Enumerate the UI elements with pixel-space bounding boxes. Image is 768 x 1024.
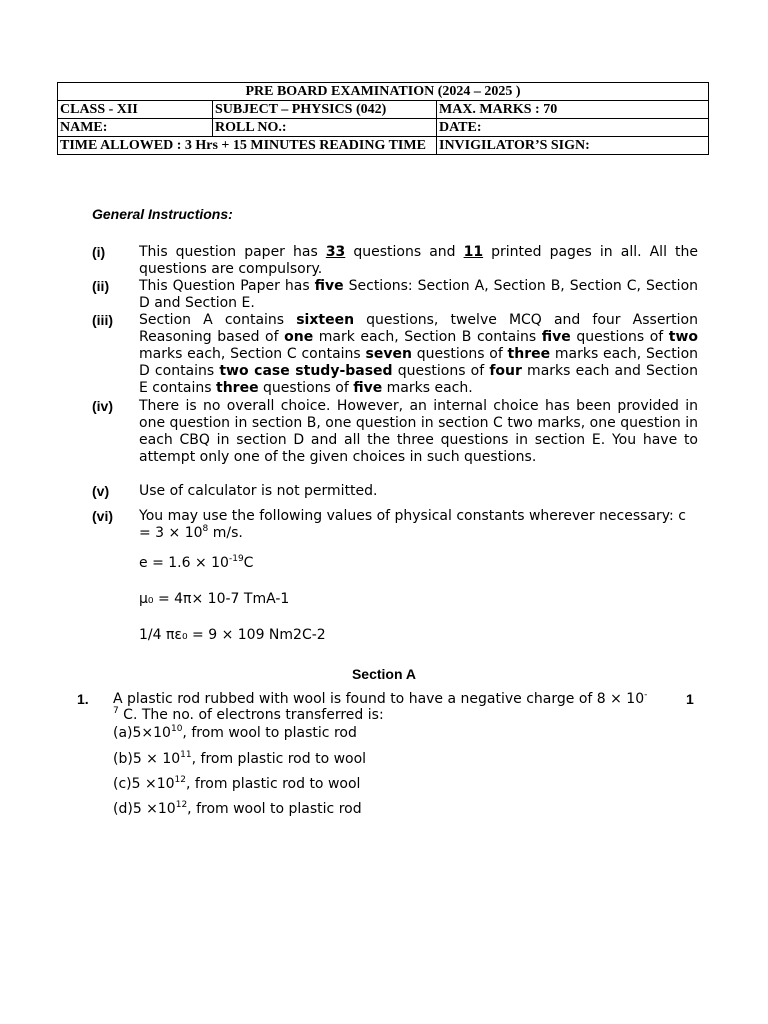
instruction-text: This Question Paper has five Sections: Section A, Section B, Section C, Section D and Section E.	[139, 278, 699, 311]
instruction-number: (iv)	[92, 398, 113, 414]
question-text: A plastic rod rubbed with wool is found to have a negative charge of $8 \times 10^{-7}$ C. The no. of electrons transferred is:	[113, 690, 648, 723]
name-cell: NAME:	[58, 119, 213, 137]
instruction-number: (i)	[92, 244, 106, 260]
section-title: Section A	[351, 666, 417, 682]
general-instructions-heading: General Instructions:	[92, 206, 233, 222]
instruction-item	[92, 278, 698, 312]
instruction-item	[92, 244, 698, 278]
roll-no-cell: ROLL NO.:	[213, 119, 437, 137]
exam-title: PRE BOARD EXAMINATION (2024 – 2025 )	[58, 83, 709, 101]
max-marks-cell: MAX. MARKS : 70	[437, 101, 709, 119]
electron-charge-constant: $e = 1.6 \times 10^{-19}C$	[139, 554, 254, 571]
date-cell: DATE:	[437, 119, 709, 137]
exam-header-table	[57, 82, 709, 155]
class-cell: CLASS - XII	[58, 101, 213, 119]
question-marks: 1	[686, 691, 694, 707]
instruction-text: Use of calculator is not permitted.	[139, 483, 378, 499]
option-a: $(a)5\times 10^{10}$, from wool to plastic rod	[113, 724, 357, 741]
subject-cell: SUBJECT – PHYSICS (042)	[213, 101, 437, 119]
option-b: $(b)5 \times 10^{11}$, from plastic rod to wool	[113, 750, 367, 767]
option-c: $(c)5 \times 10^{12}$, from plastic rod to wool	[113, 775, 361, 792]
instruction-text: Section A contains sixteen questions, twelve MCQ and four Assertion Reasoning based of one mark each, Section B contains five questions of two marks each, Section C contains seven questions of three marks each, Section D contains two case study-based questions of four marks each and Section E contains three questions of five marks each.	[139, 312, 699, 396]
instruction-number: (v)	[92, 483, 110, 499]
instruction-text: You may use the following values of physical constants wherever necessary: $c = 3 \times 10^8$ m/s.	[139, 508, 686, 541]
instruction-item	[92, 398, 698, 483]
invigilator-sign-cell: INVIGILATOR’S SIGN:	[437, 137, 709, 155]
coulomb-constant: 1/4 πε₀ = 9 × 109 Nm2C-2	[139, 627, 326, 643]
instruction-number: (ii)	[92, 278, 110, 294]
question-number: 1.	[77, 691, 89, 707]
instruction-number: (iii)	[92, 312, 113, 328]
instruction-item	[92, 312, 698, 397]
instruction-item	[92, 483, 698, 500]
permeability-constant: μ₀ = 4π× 10-7 TmA-1	[139, 591, 290, 607]
instruction-item	[92, 508, 698, 542]
time-allowed-cell: TIME ALLOWED : 3 Hrs + 15 MINUTES READING TIME	[58, 137, 437, 155]
instruction-text: There is no overall choice. However, an internal choice has been provided in one question in section B, one question in section C two marks, one question in each CBQ in section D and all the three questions in section E. You have to attempt only one of the given choices in such questions.	[139, 398, 698, 465]
instruction-text: This question paper has 33 questions and 11 printed pages in all. All the questions are compulsory.	[139, 244, 698, 277]
option-d: $(d)5 \times 10^{12}$, from wool to plastic rod	[113, 800, 362, 817]
instruction-number: (vi)	[92, 508, 113, 524]
